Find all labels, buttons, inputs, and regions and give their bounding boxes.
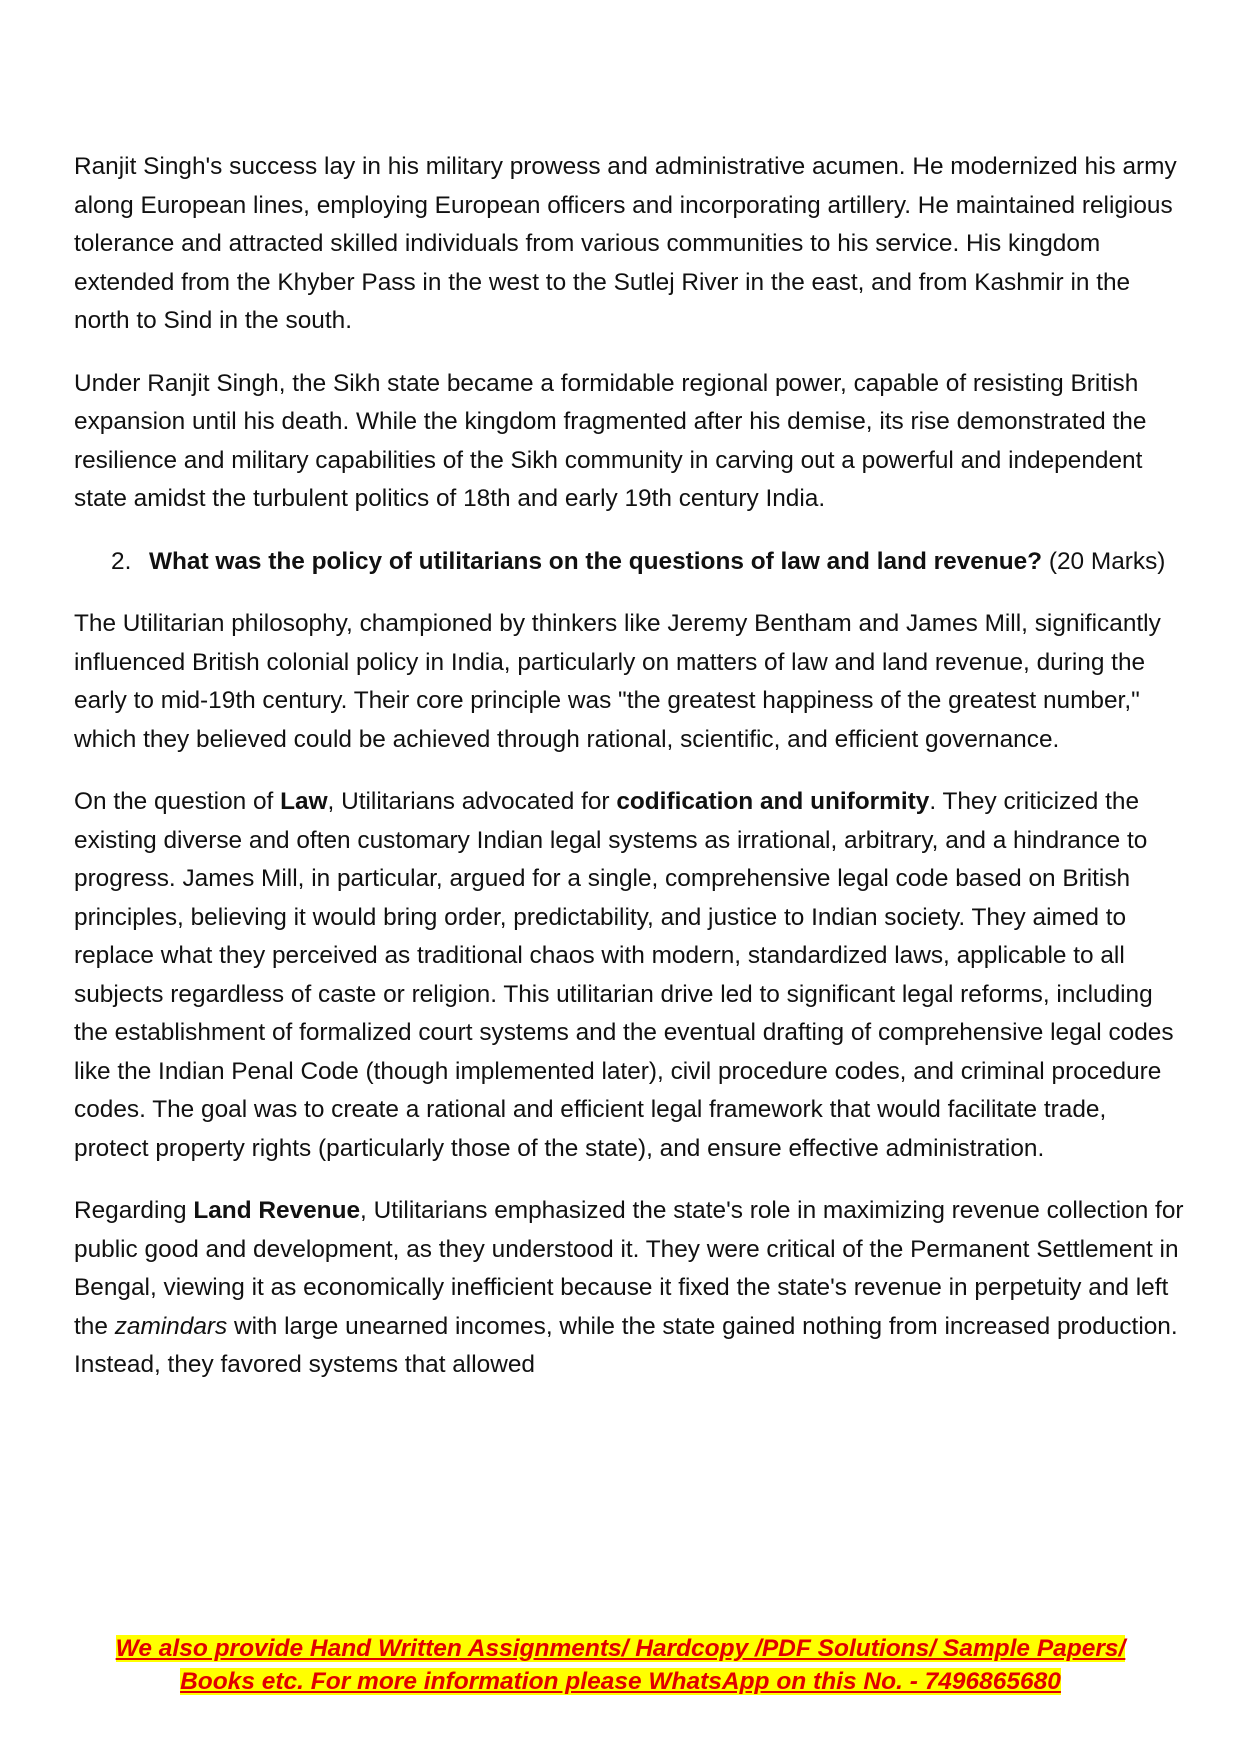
paragraph-sikh-state: Under Ranjit Singh, the Sikh state became a formidable regional power, capable of resisting British expansion until his death. While the kingdom fragmented after his demise, its rise demonstrated the resilience and military capabilities of the Sikh community in carving out a powerful and independent state amidst the turbulent politics of 18th and early 19th century India. bbox=[74, 369, 1147, 512]
revenue-text-e: with large unearned incomes, while the state gained nothing from increased production. Instead, they favored systems that allowed bbox=[74, 1312, 1178, 1378]
paragraph-utilitarian-philosophy: The Utilitarian philosophy, championed by thinkers like Jeremy Bentham and James Mill, significantly influenced British colonial policy in India, particularly on matters of law and land revenue, during the early to mid-19th century. Their core principle was "the greatest happiness of the greatest number," which they believed could be achieved through rational, scientific, and efficient governance. bbox=[74, 610, 1161, 753]
law-text-a: On the question of bbox=[74, 788, 281, 815]
question-number: 2. bbox=[111, 547, 132, 575]
law-heading: Law bbox=[280, 788, 328, 815]
revenue-text-c: , Utilitarians emphasized the state's role in maximizing revenue collection for public good and development, as they understood it. They were critical of the Permanent Settlement in Bengal, viewing it as economically inefficient because it fixed the state's revenue in perpetuity and left the bbox=[74, 1197, 1184, 1340]
question-item bbox=[74, 543, 1186, 582]
footer-advertisement bbox=[60, 1632, 1181, 1698]
law-emphasis: codification and uniformity bbox=[616, 788, 930, 815]
paragraph-ranjit-success: Ranjit Singh's success lay in his military prowess and administrative acumen. He modernized his army along European lines, employing European officers and incorporating artillery. He maintained religious tolerance and attracted skilled individuals from various communities to his service. His kingdom extended from the Khyber Pass in the west to the Sutlej River in the east, and from Kashmir in the north to Sind in the south. bbox=[74, 153, 1177, 334]
document-body bbox=[74, 148, 1186, 1409]
question-text: What was the policy of utilitarians on the questions of law and land revenue? bbox=[149, 547, 1043, 575]
paragraph-law bbox=[74, 783, 1186, 1168]
revenue-heading: Land Revenue bbox=[193, 1197, 361, 1224]
footer-line-2: Books etc. For more information please WhatsApp on this No. - 7496865680 bbox=[180, 1668, 1061, 1695]
revenue-text-a: Regarding bbox=[74, 1197, 194, 1224]
revenue-italic-term: zamindars bbox=[114, 1312, 228, 1340]
law-text-e: . They criticized the existing diverse and often customary Indian legal systems as irrational, arbitrary, and a hindrance to progress. James Mill, in particular, argued for a single, comprehensive legal code based on British principles, believing it would bring order, predictability, and justice to Indian society. They aimed to replace what they perceived as traditional chaos with modern, standardized laws, applicable to all subjects regardless of caste or religion. This utilitarian drive led to significant legal reforms, including the establishment of formalized court systems and the eventual drafting of comprehensive legal codes like the Indian Penal Code (though implemented later), civil procedure codes, and criminal procedure codes. The goal was to create a rational and efficient legal framework that would facilitate trade, protect property rights (particularly those of the state), and ensure effective administration. bbox=[74, 788, 1174, 1162]
law-text-c: , Utilitarians advocated for bbox=[327, 788, 617, 815]
paragraph-land-revenue bbox=[74, 1192, 1186, 1385]
footer-line-1: We also provide Hand Written Assignments/ Hardcopy /PDF Solutions/ Sample Papers/ bbox=[115, 1635, 1126, 1662]
question-marks: (20 Marks) bbox=[1042, 547, 1166, 575]
